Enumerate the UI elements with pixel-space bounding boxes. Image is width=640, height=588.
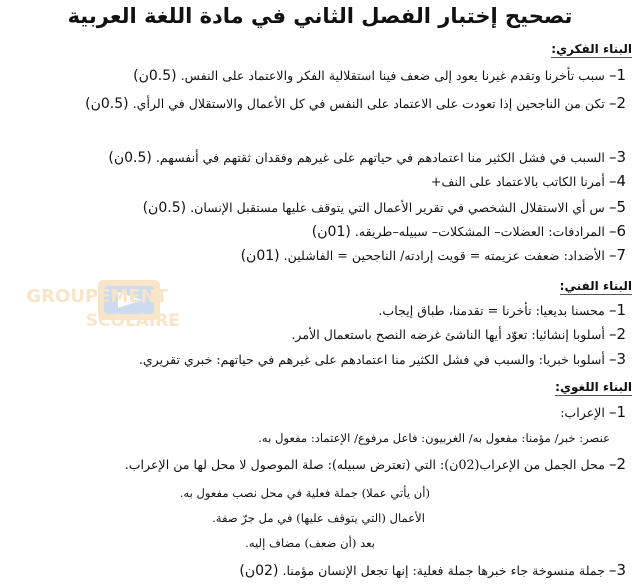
item-number: 6– — [608, 222, 626, 240]
list-item — [8, 67, 626, 85]
item-text: أسلوبا خبريا: والسبب في فشل الكثير منا اعتمادهم على غيرهم في حياتهم: خبري تقريري. — [138, 352, 605, 367]
item-score: (01ن) — [311, 224, 351, 240]
item-number: 4– — [608, 172, 626, 190]
section-heading-linguistic: البناء اللغوي: — [555, 380, 632, 394]
item-number: 3– — [608, 561, 626, 579]
item-text: السبب في فشل الكثير منا اعتمادهم في حياتهم على غيرهم وفقدان ثقتهم في أنفسهم. — [155, 150, 605, 165]
item-text: الإعراب: — [560, 405, 605, 420]
item-number: 1– — [608, 301, 626, 319]
sub-line: (أن يأتي عملا) جملة فعلية في محل نصب مفعول به. — [179, 486, 430, 500]
item-text: محسنا بديعيا: تأخرنا = تقدمنا، طباق إيجاب. — [378, 303, 605, 318]
item-number: 1– — [608, 66, 626, 84]
list-item — [8, 247, 626, 265]
list-item — [8, 456, 626, 473]
list-item — [8, 404, 626, 421]
svg-text:GROUPEMENT: GROUPEMENT — [26, 286, 168, 307]
list-item — [8, 302, 626, 319]
list-item — [8, 562, 626, 580]
item-number: 1– — [608, 403, 626, 421]
list-item — [8, 149, 626, 167]
list-item — [8, 326, 626, 343]
item-text: أسلوبا إنشائيا: تعوّد أيها الناشئ غرضه النصح باستعمال الأمر. — [291, 327, 605, 342]
item-text: سبب تأخرنا وتقدم غيرنا يعود إلى ضعف فينا استقلالية الفكر والاعتماد على النفس. — [180, 68, 605, 83]
list-item — [8, 223, 626, 241]
item-text: الأضداد: ضعفت عزيمته = قويت إرادته/ الناجحين = الفاشلين. — [283, 248, 605, 263]
section-heading-intellectual: البناء الفكري: — [551, 42, 632, 56]
item-score: (0.5ن) — [133, 68, 177, 84]
list-item — [8, 95, 626, 113]
item-score: (01ن) — [240, 248, 280, 264]
list-item — [8, 173, 626, 190]
sub-line: بعد (أن ضعف) مضاف إليه. — [245, 536, 375, 550]
item-text: س أي الاستقلال الشخصي في تقرير الأعمال التي يتوقف عليها مستقبل الإنسان. — [190, 200, 605, 215]
item-number: 3– — [608, 350, 626, 368]
item-number: 3– — [608, 148, 626, 166]
svg-text:SCOLAIRE: SCOLAIRE — [85, 311, 180, 331]
section-heading-artistic: البناء الفني: — [559, 279, 632, 293]
item-score: (0.5ن) — [142, 200, 187, 216]
sub-line: عنصر: خبر/ مؤمنا: مفعول به/ الغربيون: فاعل مرفوع/ الإعتماد: مفعول به. — [258, 431, 610, 445]
item-score: (02ن) — [239, 563, 279, 579]
item-text: محل الجمل من الإعراب(02ن): التي (تعترض سبيله): صلة الموصول لا محل لها من الإعراب. — [124, 457, 605, 472]
item-text: أمرنا الكاتب بالاعتماد على النف+ — [430, 174, 605, 189]
item-number: 2– — [608, 455, 626, 473]
item-score: (0.5ن) — [108, 150, 152, 166]
item-text: تكن من الناجحين إذا تعودت على الاعتماد على النفس في كل الأعمال والاستقلال في الرأي. — [132, 96, 605, 111]
item-text: المرادفات: العضلات– المشكلات– سبيله–طريقه. — [354, 224, 605, 239]
item-number: 7– — [608, 246, 626, 264]
item-number: 5– — [608, 198, 626, 216]
item-score: (0.5ن) — [85, 96, 129, 112]
item-number: 2– — [608, 325, 626, 343]
item-number: 2– — [608, 94, 626, 112]
sub-line: الأعمال (التي يتوقف عليها) في مل جرّ صفة. — [212, 511, 425, 525]
item-text: جملة منسوخة جاء خبرها جملة فعلية: إنها تجعل الإنسان مؤمنا. — [282, 563, 605, 578]
page-title: تصحيح إختبار الفصل الثاني في مادة اللغة العربية — [67, 4, 573, 28]
list-item — [8, 199, 626, 217]
list-item — [8, 351, 626, 368]
